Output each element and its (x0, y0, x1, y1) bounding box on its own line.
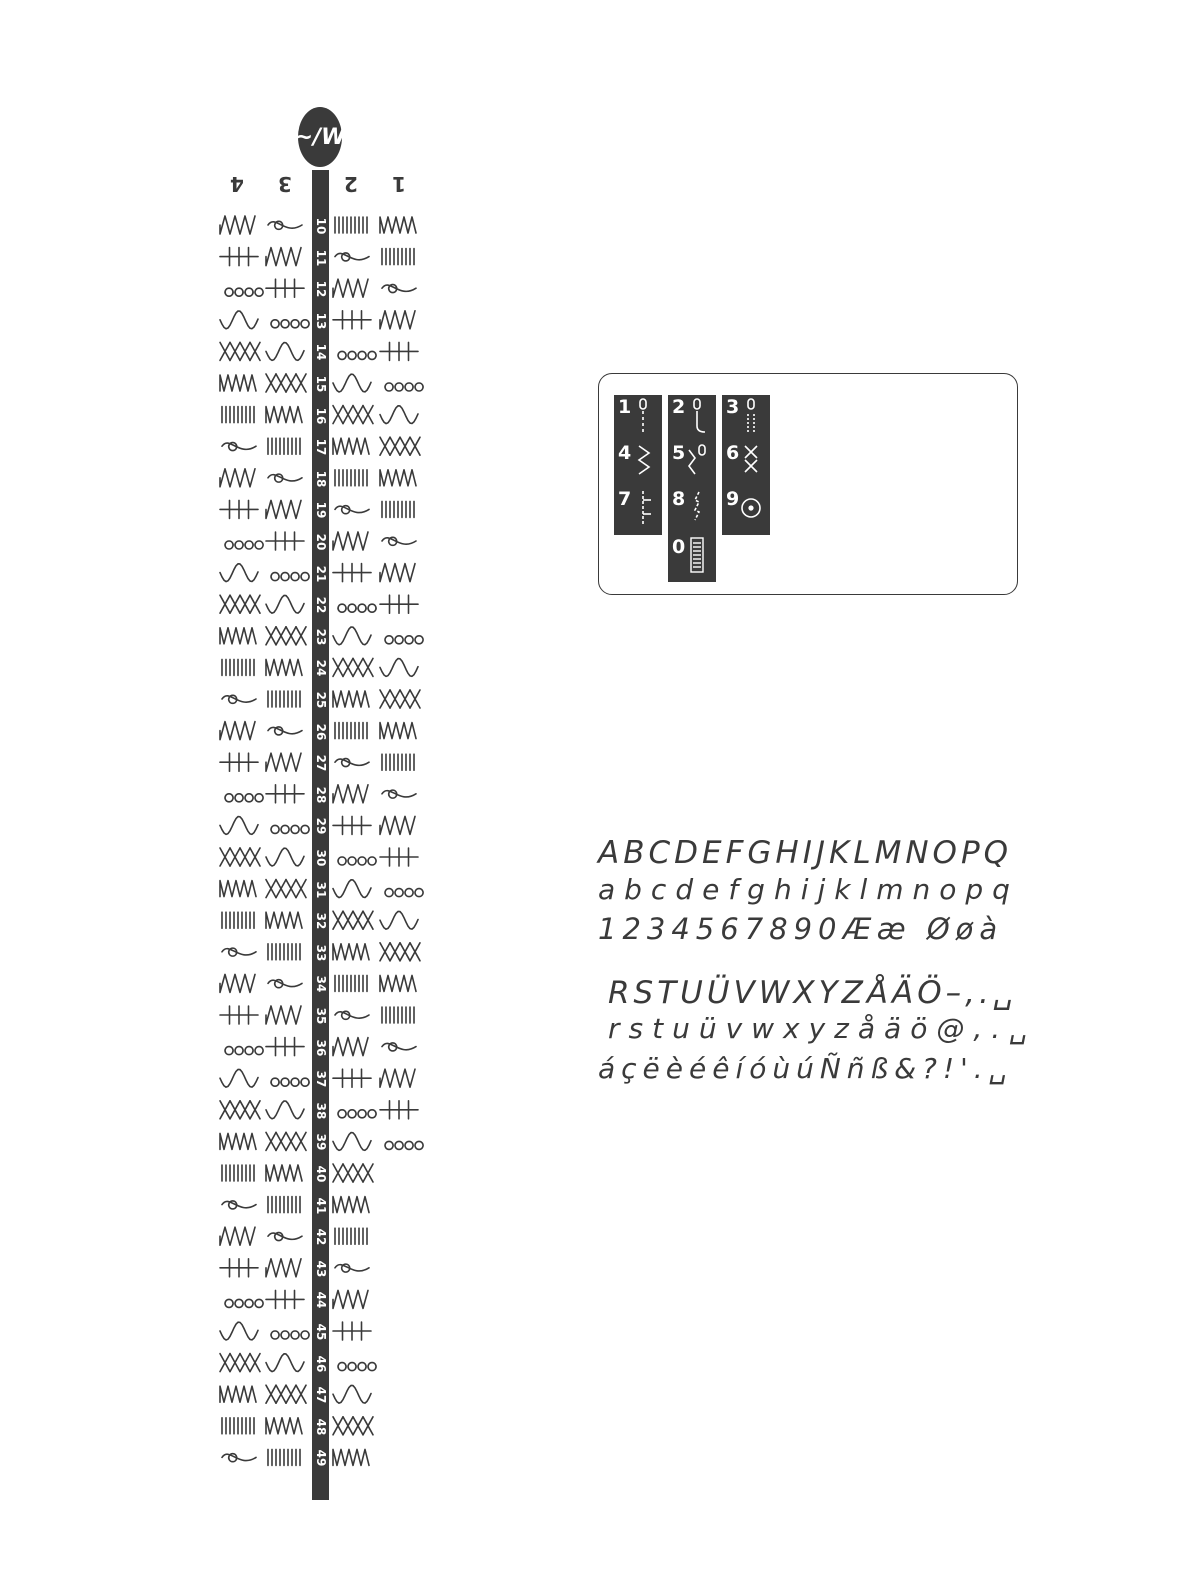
column-header-4: 4 (230, 172, 244, 196)
stitch-number-label: 13 (313, 312, 328, 330)
quick-key-2: 2 (672, 396, 686, 418)
stitch-pattern-icon (338, 1363, 376, 1371)
stitch-number-33 (312, 937, 329, 969)
stitch-pattern-icon (268, 1197, 300, 1213)
stitch-pattern-icon (333, 1133, 371, 1151)
stitch-number-36 (312, 1032, 329, 1064)
stitch-number-label: 40 (313, 1165, 328, 1183)
stitch-number-label: 39 (313, 1134, 328, 1151)
stitch-pattern-icon (338, 351, 376, 359)
stitch-pattern-icon (266, 880, 306, 898)
button-sew-icon (739, 488, 765, 528)
stitch-number-label: 48 (313, 1418, 328, 1436)
stitch-number-label: 16 (313, 407, 328, 424)
stitch-pattern-icon (382, 1007, 414, 1023)
stitch-pattern-icon (268, 727, 302, 735)
stitch-number-label: 28 (313, 786, 328, 804)
stitch-number-label: 29 (313, 818, 328, 835)
stitch-pattern-icon (266, 753, 301, 771)
stitch-pattern-icon (333, 911, 373, 929)
stitch-number-label: 47 (313, 1386, 328, 1404)
stitch-pattern-icon (380, 1101, 418, 1119)
stitch-pattern-icon (220, 342, 260, 360)
stitch-number-11 (312, 242, 329, 274)
stitch-pattern-icon (220, 817, 258, 835)
quick-key-5: 5 (672, 442, 686, 464)
stitch-pattern-icon (335, 1228, 367, 1244)
stitch-number-31 (312, 874, 329, 906)
stitch-pattern-icon (333, 406, 373, 424)
stitch-pattern-icon (220, 248, 258, 266)
stitch-number-12 (312, 273, 329, 305)
stitch-pattern-icon (333, 438, 369, 454)
stitch-pattern-icon (271, 825, 309, 833)
stitch-pattern-icon (266, 1290, 304, 1308)
stitch-pattern-icon (220, 564, 258, 582)
stitch-pattern-icon (333, 1385, 371, 1403)
cross-stitch-icon (739, 442, 765, 482)
stitch-pattern-icon (268, 944, 300, 960)
stitch-pattern-icon (333, 658, 373, 676)
stitch-number-label: 22 (313, 596, 328, 614)
stitch-pattern-icon (266, 1259, 301, 1277)
stitch-pattern-icon (268, 1449, 300, 1465)
stitch-pattern-icon (222, 1165, 254, 1181)
stitch-number-23 (312, 621, 329, 653)
stitch-number-label: 34 (313, 976, 328, 993)
stitch-pattern-icon (333, 1038, 368, 1056)
stitch-pattern-icon (271, 573, 309, 581)
stitch-pattern-icon (266, 912, 302, 928)
stitch-pattern-icon (222, 948, 256, 956)
zigzag-buttonhole-icon (685, 442, 711, 482)
stitch-pattern-icon (266, 1132, 306, 1150)
stitch-number-label: 10 (313, 217, 328, 235)
stitch-pattern-icon (222, 443, 256, 451)
stitch-pattern-icon (225, 1299, 263, 1307)
stitch-pattern-icon (220, 1386, 256, 1402)
alphabet-accents: áçëèéêíóùúÑñß&?!'.␣ (598, 1052, 1013, 1085)
stitch-number-17 (312, 431, 329, 463)
stitch-number-29 (312, 810, 329, 842)
stitch-number-label: 49 (313, 1450, 328, 1467)
stitch-pattern-icon (266, 1038, 304, 1056)
stitch-pattern-icon (266, 1354, 304, 1372)
stitch-number-label: 31 (313, 881, 328, 898)
stitch-number-13 (312, 305, 329, 337)
stitch-number-39 (312, 1126, 329, 1158)
stitch-pattern-icon (380, 406, 418, 424)
stitch-number-37 (312, 1063, 329, 1095)
stitch-pattern-icon (220, 1227, 255, 1245)
stitch-number-10 (312, 210, 329, 242)
stitch-number-label: 24 (313, 660, 328, 677)
stitch-number-18 (312, 463, 329, 495)
stitch-column-2 (333, 217, 376, 1465)
stitch-pattern-icon (271, 320, 309, 328)
stitch-pattern-icon (333, 1417, 373, 1435)
stitch-pattern-icon (266, 595, 304, 613)
stitch-pattern-icon (385, 383, 423, 391)
column-header-1: 1 (392, 172, 406, 196)
stitch-pattern-icon (266, 248, 301, 266)
stitch-pattern-icon (225, 288, 263, 296)
quick-key-6: 6 (726, 442, 740, 464)
stitch-pattern-icon (333, 1322, 371, 1340)
straight-stitch-icon (631, 396, 657, 436)
stitch-number-40 (312, 1158, 329, 1190)
stitch-pattern-icon (380, 1069, 415, 1087)
stitch-pattern-icon (220, 375, 256, 391)
stitch-number-41 (312, 1190, 329, 1222)
stitch-pattern-icon (382, 1043, 416, 1051)
stitch-number-label: 41 (313, 1197, 328, 1214)
alphabet-uppercase-2: RSTUÜVWXYZÅÄÖ–,.␣ (608, 975, 1017, 1011)
stitch-number-42 (312, 1221, 329, 1253)
quick-select-panel (598, 373, 1018, 595)
stitch-number-label: 17 (313, 438, 328, 456)
stitch-pattern-icon (268, 980, 302, 988)
stitch-number-19 (312, 494, 329, 526)
stitch-number-label: 30 (313, 849, 328, 867)
stitch-pattern-icon (222, 407, 254, 423)
stitch-pattern-icon (333, 691, 369, 707)
stitch-pattern-icon (335, 975, 367, 991)
stitch-pattern-icon (220, 1259, 258, 1277)
stitch-pattern-icon (222, 659, 254, 675)
stitch-pattern-icon (220, 1006, 258, 1024)
alphabet-lowercase-1: abcdefghijklmnopq (598, 873, 1019, 906)
stitch-pattern-icon (266, 627, 306, 645)
stitch-pattern-icon (380, 659, 418, 677)
stitch-number-26 (312, 716, 329, 748)
stitch-pattern-icon (333, 1069, 371, 1087)
stitch-pattern-icon (268, 474, 302, 482)
stitch-pattern-icon (220, 974, 255, 992)
stitch-number-label: 45 (313, 1323, 328, 1341)
quick-key-0: 0 (672, 536, 686, 558)
stitch-pattern-icon (268, 438, 300, 454)
stitch-pattern-icon (380, 943, 420, 961)
stitch-number-label: 36 (313, 1039, 328, 1056)
stitch-pattern-icon (268, 1233, 302, 1241)
stitch-number-34 (312, 968, 329, 1000)
stitch-pattern-icon (335, 253, 369, 261)
stitch-pattern-icon (335, 1011, 369, 1019)
stitch-pattern-icon (333, 1449, 369, 1465)
quick-key-1: 1 (618, 396, 632, 418)
stitch-number-label: 33 (313, 944, 328, 962)
stitch-pattern-icon (380, 311, 415, 329)
stitch-pattern-icon (335, 506, 369, 514)
stitch-pattern-icon (266, 343, 304, 361)
quick-key-9: 9 (726, 488, 740, 510)
stitch-pattern-icon (266, 785, 304, 803)
stitch-pattern-icon (266, 848, 304, 866)
stitch-pattern-icon (220, 500, 258, 518)
bar-tack-icon (685, 534, 711, 578)
stitch-number-47 (312, 1379, 329, 1411)
quick-key-7: 7 (618, 488, 632, 510)
stitch-number-label: 38 (313, 1102, 328, 1120)
stitch-number-label: 27 (313, 754, 328, 772)
stitch-number-22 (312, 589, 329, 621)
stitch-pattern-icon (380, 217, 416, 233)
stitch-mode-label: ~/W (294, 124, 346, 150)
stitch-number-30 (312, 842, 329, 874)
column-header-2: 2 (344, 172, 358, 196)
stitch-pattern-icon (220, 628, 256, 644)
stitch-pattern-icon (220, 881, 256, 897)
stitch-pattern-icon (333, 816, 371, 834)
quick-key-4: 4 (618, 442, 632, 464)
stitch-number-16 (312, 400, 329, 432)
stitch-pattern-icon (385, 889, 423, 897)
stitch-number-49 (312, 1442, 329, 1474)
stitch-number-46 (312, 1348, 329, 1380)
stitch-pattern-icon (266, 1418, 302, 1434)
stitch-pattern-icon (220, 469, 255, 487)
quick-key-3: 3 (726, 396, 740, 418)
stitch-pattern-icon (335, 723, 367, 739)
stitch-number-35 (312, 1000, 329, 1032)
stitch-pattern-icon (382, 790, 416, 798)
stitch-pattern-icon (266, 407, 302, 423)
stitch-column-4 (220, 216, 263, 1462)
stitch-number-label: 21 (313, 565, 328, 582)
stitch-number-label: 15 (313, 375, 328, 393)
stitch-pattern-icon (225, 1047, 263, 1055)
stitch-pattern-icon (220, 1069, 258, 1087)
stitch-number-20 (312, 526, 329, 558)
stitch-pattern-icon (333, 374, 371, 392)
stitch-pattern-icon (335, 217, 367, 233)
stitch-number-label: 43 (313, 1260, 328, 1278)
stitch-pattern-icon (266, 500, 301, 518)
stitch-pattern-icon (268, 221, 302, 229)
stitch-mode-icon (294, 107, 346, 167)
column-header-3: 3 (278, 172, 292, 196)
stitch-pattern-icon (271, 1078, 309, 1086)
stitch-number-44 (312, 1284, 329, 1316)
stitch-pattern-icon (222, 1201, 256, 1209)
stitch-pattern-icon (333, 1290, 368, 1308)
stitch-pattern-icon (220, 1101, 260, 1119)
stitch-pattern-icon (266, 1165, 302, 1181)
stitch-pattern-icon (333, 279, 368, 297)
stitch-pattern-icon (382, 249, 414, 265)
stretch-straight-icon (685, 396, 711, 436)
stitch-pattern-icon (266, 1006, 301, 1024)
stitch-number-45 (312, 1316, 329, 1348)
stitch-number-43 (312, 1253, 329, 1285)
stitch-number-label: 19 (313, 502, 328, 519)
stitch-number-32 (312, 905, 329, 937)
stitch-pattern-icon (333, 1197, 369, 1213)
stitch-pattern-icon (220, 216, 255, 234)
stitch-pattern-icon (333, 880, 371, 898)
stitch-pattern-icon (266, 279, 304, 297)
stitch-pattern-icon (266, 659, 302, 675)
stitch-pattern-icon (268, 691, 300, 707)
stitch-pattern-icon (333, 311, 371, 329)
stitch-pattern-icon (385, 1141, 423, 1149)
stitch-pattern-icon (333, 532, 368, 550)
stitch-pattern-icon (222, 1454, 256, 1462)
stitch-pattern-icon (220, 1322, 258, 1340)
stitch-number-label: 35 (313, 1007, 328, 1025)
stitch-number-label: 32 (313, 912, 328, 930)
stitch-number-label: 11 (313, 249, 328, 266)
stitch-number-15 (312, 368, 329, 400)
stitch-pattern-icon (333, 1164, 373, 1182)
stitch-pattern-icon (222, 1418, 254, 1434)
stitch-pattern-icon (335, 1264, 369, 1272)
stitch-pattern-icon (380, 437, 420, 455)
stitch-pattern-icon (220, 753, 258, 771)
stitch-pattern-icon (380, 564, 415, 582)
stitch-pattern-icon (380, 848, 418, 866)
stitch-number-27 (312, 747, 329, 779)
alphabet-digits: 1234567890Ææ Øøà (598, 912, 1004, 946)
buttonhole-icon (739, 396, 765, 436)
stitch-number-25 (312, 684, 329, 716)
stitch-number-38 (312, 1095, 329, 1127)
stitch-number-label: 46 (313, 1355, 328, 1372)
stitch-pattern-icon (220, 595, 260, 613)
stitch-pattern-icon (380, 816, 415, 834)
stitch-pattern-icon (333, 627, 371, 645)
stitch-pattern-icon (220, 848, 260, 866)
zigzag-icon (631, 442, 657, 482)
stitch-pattern-icon (385, 636, 423, 644)
quick-key-8: 8 (672, 488, 686, 510)
stitch-pattern-icon (380, 470, 416, 486)
stitch-number-label: 37 (313, 1070, 328, 1088)
stitch-pattern-icon (338, 604, 376, 612)
alphabet-lowercase-2: rstuüvwxyzåäö@,.␣ (608, 1012, 1036, 1045)
stitch-pattern-icon (333, 785, 368, 803)
stitch-number-14 (312, 336, 329, 368)
stitch-pattern-icon (225, 794, 263, 802)
stitch-number-label: 25 (313, 691, 328, 709)
stitch-pattern-icon (333, 564, 371, 582)
blind-hem-icon (631, 488, 657, 528)
stitch-pattern-icon (266, 532, 304, 550)
stitch-number-label: 20 (313, 533, 328, 551)
stitch-pattern-icon (382, 285, 416, 293)
stitch-pattern-icon (225, 541, 263, 549)
stitch-column-1 (380, 217, 423, 1149)
stitch-number-label: 44 (313, 1292, 328, 1309)
stitch-pattern-icon (380, 595, 418, 613)
stitch-pattern-icon (222, 695, 256, 703)
stitch-pattern-icon (220, 1354, 260, 1372)
stitch-pattern-icon (382, 537, 416, 545)
stitch-pattern-icon (222, 912, 254, 928)
stitch-pattern-icon (380, 723, 416, 739)
stitch-pattern-icon (380, 690, 420, 708)
stitch-pattern-icon (220, 311, 258, 329)
stitch-pattern-icon (333, 944, 369, 960)
stitch-pattern-icon (380, 975, 416, 991)
stitch-pattern-icon (382, 754, 414, 770)
stitch-number-28 (312, 779, 329, 811)
stitch-number-21 (312, 558, 329, 590)
stitch-number-label: 12 (313, 280, 328, 298)
stitch-column-3 (266, 221, 309, 1465)
stitch-number-label: 42 (313, 1228, 328, 1246)
stitch-pattern-icon (266, 1385, 306, 1403)
stitch-pattern-icon (266, 374, 306, 392)
stitch-pattern-icon (338, 1110, 376, 1118)
stitch-number-24 (312, 652, 329, 684)
stitch-pattern-icon (335, 470, 367, 486)
stitch-pattern-icon (382, 501, 414, 517)
stitch-number-label: 18 (313, 470, 328, 488)
stitch-pattern-icon (271, 1331, 309, 1339)
stitch-pattern-icon (220, 1133, 256, 1149)
stitch-number-label: 14 (313, 344, 328, 361)
stitch-pattern-icon (266, 1101, 304, 1119)
stitch-pattern-icon (335, 759, 369, 767)
stitch-number-label: 26 (313, 723, 328, 740)
stitch-pattern-icon (380, 342, 418, 360)
stitch-pattern-icon (380, 911, 418, 929)
stitch-pattern-icon (338, 857, 376, 865)
stitch-number-label: 23 (313, 628, 328, 646)
stitch-pattern-icon (220, 722, 255, 740)
stitch-number-48 (312, 1411, 329, 1443)
stretch-blind-icon (685, 488, 711, 528)
alphabet-uppercase-1: ABCDEFGHIJKLMNOPQ (598, 835, 1013, 871)
